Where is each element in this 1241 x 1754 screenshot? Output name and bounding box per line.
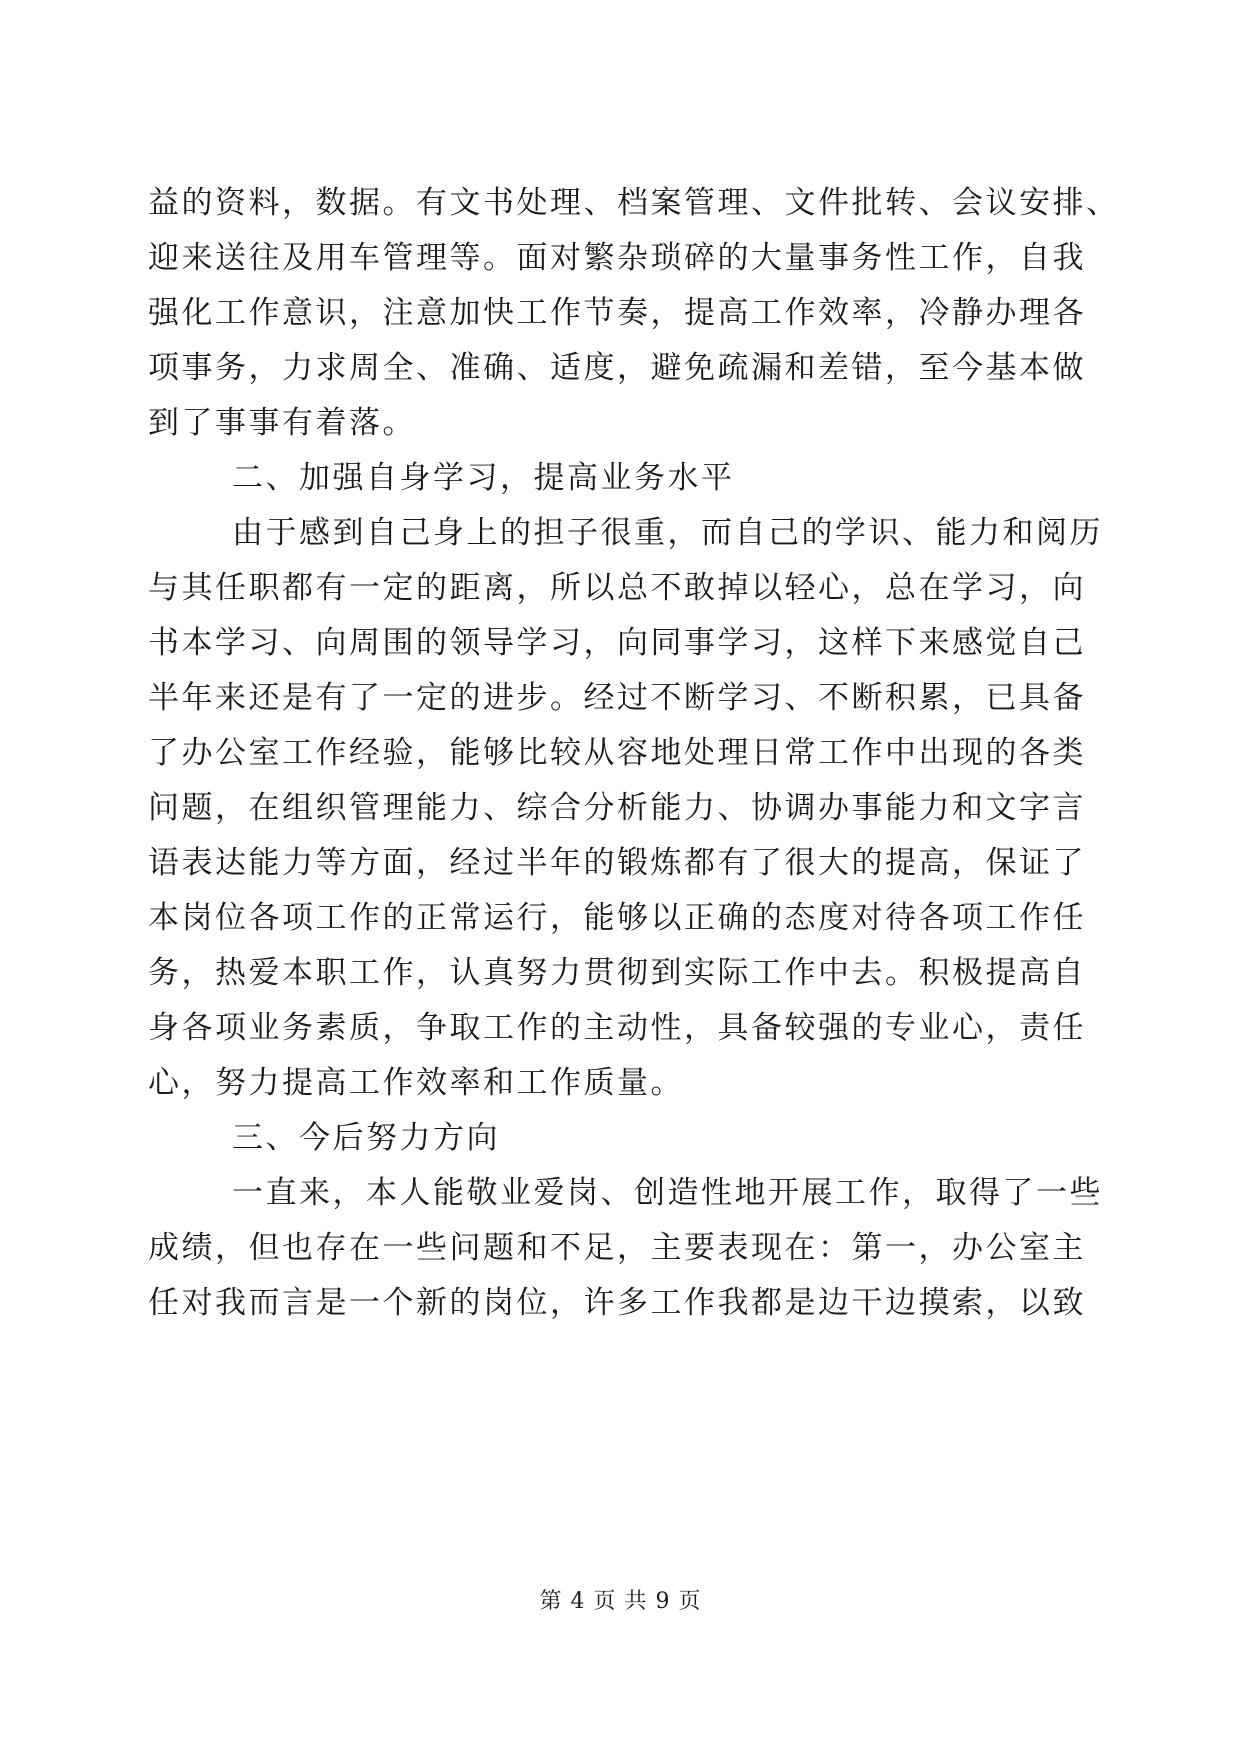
body-text-line: 强化工作意识，注意加快工作节奏，提高工作效率，冷静办理各 bbox=[148, 295, 1086, 331]
body-text-line: 心，努力提高工作效率和工作质量。 bbox=[148, 1065, 684, 1101]
body-text-line: 成绩，但也存在一些问题和不足，主要表现在：第一，办公室主 bbox=[148, 1230, 1086, 1266]
page-number-footer: 第 4 页 共 9 页 bbox=[539, 1589, 702, 1614]
body-text-line: 问题，在组织管理能力、综合分析能力、协调办事能力和文字言 bbox=[148, 790, 1086, 826]
body-text-line: 务，热爱本职工作，认真努力贯彻到实际工作中去。积极提高自 bbox=[148, 955, 1086, 991]
body-text-line: 迎来送往及用车管理等。面对繁杂琐碎的大量事务性工作，自我 bbox=[148, 240, 1086, 276]
body-text-line: 益的资料，数据。有文书处理、档案管理、文件批转、会议安排、 bbox=[148, 185, 1120, 221]
body-text-line: 一直来，本人能敬业爱岗、创造性地开展工作，取得了一些 bbox=[232, 1175, 1103, 1211]
body-text-line: 语表达能力等方面，经过半年的锻炼都有了很大的提高，保证了 bbox=[148, 845, 1086, 881]
section-heading-2: 二、加强自身学习，提高业务水平 bbox=[232, 460, 735, 496]
body-text-line: 半年来还是有了一定的进步。经过不断学习、不断积累，已具备 bbox=[148, 680, 1086, 716]
body-text-line: 项事务，力求周全、准确、适度，避免疏漏和差错，至今基本做 bbox=[148, 350, 1086, 386]
body-text-line: 身各项业务素质，争取工作的主动性，具备较强的专业心，责任 bbox=[148, 1010, 1086, 1046]
body-text-line: 任对我而言是一个新的岗位，许多工作我都是边干边摸索，以致 bbox=[148, 1285, 1086, 1321]
section-heading-3: 三、今后努力方向 bbox=[232, 1120, 500, 1156]
body-text-line: 到了事事有着落。 bbox=[148, 405, 416, 441]
body-text-line: 了办公室工作经验，能够比较从容地处理日常工作中出现的各类 bbox=[148, 735, 1086, 771]
body-text-line: 本岗位各项工作的正常运行，能够以正确的态度对待各项工作任 bbox=[148, 900, 1086, 936]
body-text-line: 书本学习、向周围的领导学习，向同事学习，这样下来感觉自己 bbox=[148, 625, 1086, 661]
body-text-line: 与其任职都有一定的距离，所以总不敢掉以轻心，总在学习，向 bbox=[148, 570, 1086, 606]
body-text-line: 由于感到自己身上的担子很重，而自己的学识、能力和阅历 bbox=[232, 515, 1103, 551]
